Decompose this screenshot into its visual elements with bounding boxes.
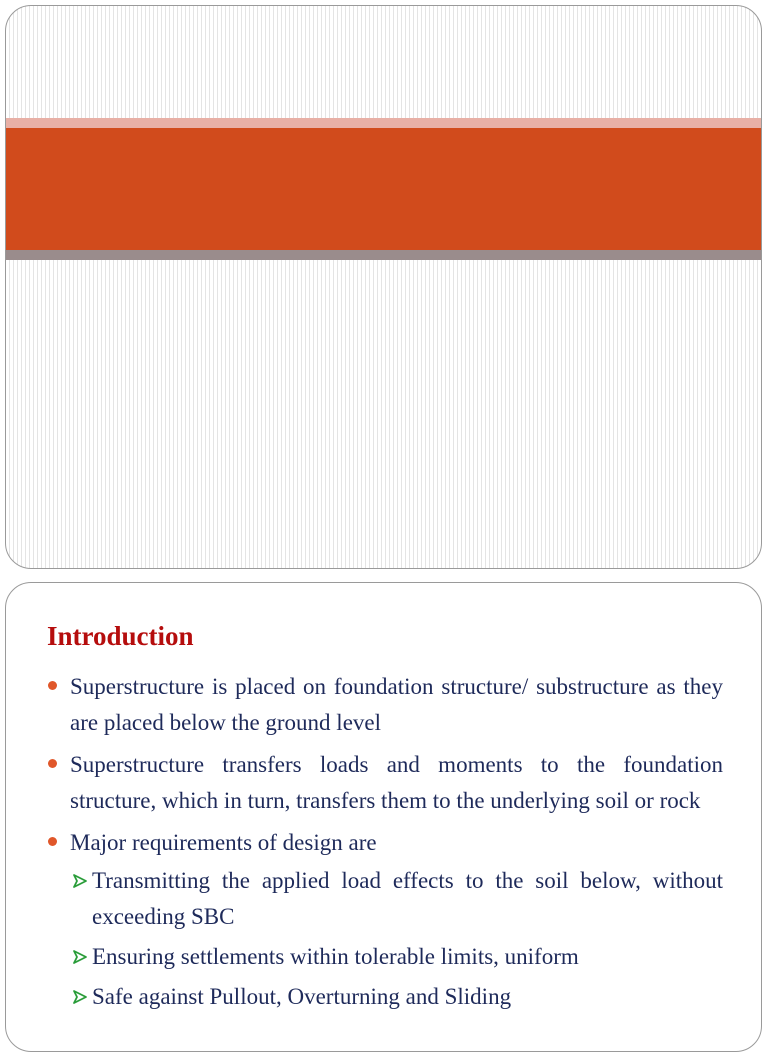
slide-heading: Introduction [47, 621, 194, 651]
sub-bullet-item [70, 863, 723, 935]
bullet-text: Superstructure transfers loads and moments to the foundation structure, which in turn, transfers them to the underlying soil or rock [70, 752, 723, 813]
arrow-bullet-icon [72, 949, 88, 965]
title-slide [5, 5, 762, 569]
bullet-item [48, 669, 723, 741]
sub-bullet-item [70, 939, 723, 975]
arrow-bullet-icon [72, 989, 88, 1005]
title-accent-band-bottom [6, 250, 761, 260]
sub-bullet-text: Transmitting the applied load effects to the soil below, without exceeding SBC [92, 868, 723, 929]
dot-bullet-icon [48, 759, 57, 768]
sub-bullet-text: Safe against Pullout, Overturning and Sliding [92, 984, 512, 1009]
sub-bullet-list [70, 863, 723, 1015]
content-slide [5, 582, 762, 1052]
bullet-text: Major requirements of design are [70, 830, 377, 855]
arrow-bullet-icon [72, 873, 88, 889]
bullet-text: Superstructure is placed on foundation structure/ substructure as they are placed below the ground level [70, 674, 723, 735]
bullet-item [48, 747, 723, 819]
bullet-list [48, 669, 723, 1021]
title-accent-band-top [6, 118, 761, 128]
title-band [6, 128, 761, 250]
sub-bullet-item [70, 979, 723, 1015]
bullet-item [48, 825, 723, 1015]
dot-bullet-icon [48, 681, 57, 690]
dot-bullet-icon [48, 837, 57, 846]
sub-bullet-text: Ensuring settlements within tolerable limits, uniform [92, 944, 579, 969]
